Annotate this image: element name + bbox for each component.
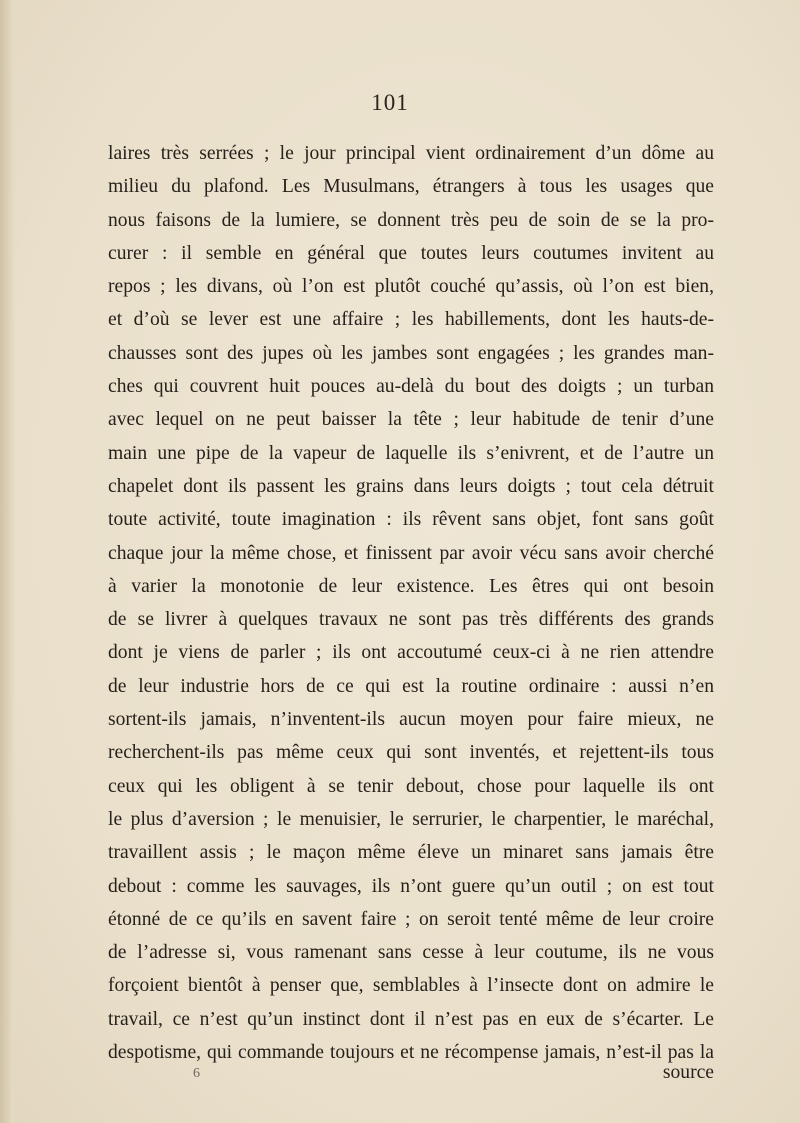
text-line: recherchent-ils pas même ceux qui sont inventés, et rejettent-ils tous bbox=[108, 742, 714, 764]
body-text bbox=[108, 137, 714, 1069]
text-line: de leur industrie hors de ce qui est la routine ordinaire : aussi n’en bbox=[108, 675, 714, 697]
text-line: repos ; les divans, où l’on est plutôt couché qu’assis, où l’on est bien, bbox=[108, 276, 714, 298]
text-line: et d’où se lever est une affaire ; les habillements, dont les hauts-de- bbox=[108, 309, 714, 331]
catchword: source bbox=[662, 1062, 714, 1083]
text-line: toute activité, toute imagination : ils rêvent sans objet, font sans goût bbox=[108, 509, 714, 531]
page-binding-edge bbox=[0, 0, 14, 1123]
text-line: étonné de ce qu’ils en savent faire ; on seroit tenté même de leur croire bbox=[108, 908, 714, 930]
text-line: à varier la monotonie de leur existence. Les êtres qui ont besoin bbox=[108, 575, 714, 597]
text-line: travaillent assis ; le maçon même éleve un minaret sans jamais être bbox=[108, 842, 714, 864]
text-line: de se livrer à quelques travaux ne sont pas très différents des grands bbox=[108, 609, 714, 631]
text-line: nous faisons de la lumiere, se donnent très peu de soin de se la pro- bbox=[108, 209, 714, 231]
text-line: avec lequel on ne peut baisser la tête ; leur habitude de tenir d’une bbox=[108, 409, 714, 431]
text-line: forçoient bientôt à penser que, semblables à l’insecte dont on admire le bbox=[108, 975, 714, 997]
page-number: 101 bbox=[371, 90, 409, 115]
text-line: ches qui couvrent huit pouces au-delà du bout des doigts ; un turban bbox=[108, 376, 714, 398]
text-line: laires très serrées ; le jour principal vient ordinairement d’un dôme au bbox=[108, 143, 714, 164]
text-line: milieu du plafond. Les Musulmans, étrangers à tous les usages que bbox=[108, 176, 714, 198]
text-line: main une pipe de la vapeur de laquelle ils s’enivrent, et de l’autre un bbox=[108, 442, 714, 464]
text-line: curer : il semble en général que toutes leurs coutumes invitent au bbox=[108, 242, 714, 264]
text-line: chapelet dont ils passent les grains dans leurs doigts ; tout cela détruit bbox=[108, 475, 714, 497]
text-line: le plus d’aversion ; le menuisier, le serrurier, le charpentier, le maréchal, bbox=[108, 808, 714, 830]
text-line: debout : comme les sauvages, ils n’ont guere qu’un outil ; on est tout bbox=[108, 875, 714, 897]
text-line: de l’adresse si, vous ramenant sans cesse à leur coutume, ils ne vous bbox=[108, 942, 714, 964]
signature-mark: 6 bbox=[193, 1066, 200, 1081]
text-line: chaque jour la même chose, et finissent par avoir vécu sans avoir cherché bbox=[108, 542, 714, 564]
text-line: sortent-ils jamais, n’inventent-ils aucun moyen pour faire mieux, ne bbox=[108, 709, 714, 731]
text-line: despotisme, qui commande toujours et ne récompense jamais, n’est-il pas la bbox=[108, 1042, 714, 1064]
text-line: chausses sont des jupes où les jambes sont engagées ; les grandes man- bbox=[108, 342, 714, 364]
text-line: dont je viens de parler ; ils ont accoutumé ceux-ci à ne rien attendre bbox=[108, 642, 714, 664]
text-line: travail, ce n’est qu’un instinct dont il n’est pas en eux de s’écarter. Le bbox=[108, 1008, 714, 1030]
text-line: ceux qui les obligent à se tenir debout, chose pour laquelle ils ont bbox=[108, 775, 714, 797]
